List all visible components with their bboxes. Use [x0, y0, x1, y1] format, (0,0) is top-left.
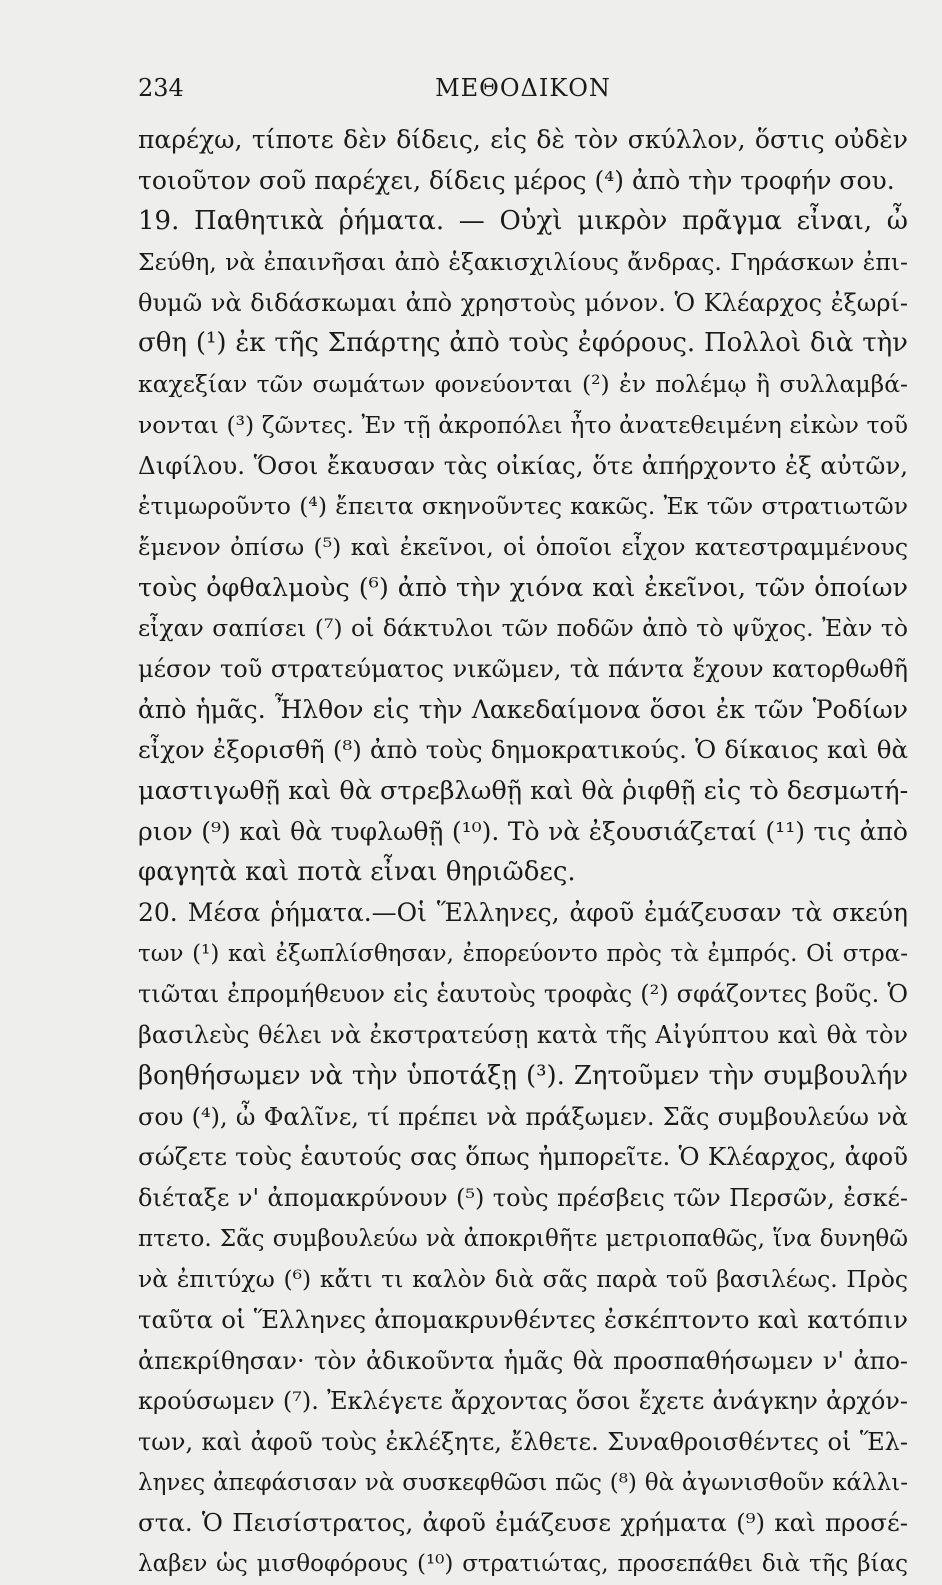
text-line: μέσον τοῦ στρατεύματος νικῶμεν, τὰ πάντα ἔχουν κατορθωθῆ: [138, 654, 908, 683]
text-line: εἶχον ἐξορισθῆ (⁸) ἀπὸ τοὺς δημοκρατικούς. Ὁ δίκαιος καὶ θὰ: [138, 735, 908, 765]
text-line: ἔμενον ὀπίσω (⁵) καὶ ἐκεῖνοι, οἱ ὁποῖοι εἶχον κατεστραμμένους: [138, 532, 908, 561]
text-line: ταῦτα οἱ Ἕλληνες ἀπομακρυνθέντες ἐσκέπτοντο καὶ κατόπιν: [138, 1304, 908, 1334]
text-line: διέταξε ν' ἀπομακρύνουν (⁵) τοὺς πρέσβεις τῶν Περσῶν, ἐσκέ-: [138, 1183, 908, 1212]
text-line: Σεύθη, νὰ ἐπαινῆσαι ἀπὸ ἑξακισχιλίους ἄνδρας. Γηράσκων ἐπι-: [138, 248, 908, 277]
running-title: ΜΕΘΟΔΙΚΟΝ: [435, 74, 611, 102]
text-line: ριον (⁹) καὶ θὰ τυφλωθῇ (¹⁰). Τὸ νὰ ἐξουσιάζεταί (¹¹) τις ἀπὸ: [138, 816, 908, 846]
page-body: [138, 120, 908, 1585]
text-line: Διφίλου. Ὅσοι ἔκαυσαν τὰς οἰκίας, ὅτε ἀπήρχοντο ἐξ αὐτῶν,: [138, 450, 908, 480]
text-line: λαβεν ὡς μισθοφόρους (¹⁰) στρατιώτας, προσεπάθει διὰ τῆς βίας: [138, 1551, 908, 1578]
text-line: νονται (³) ζῶντες. Ἐν τῇ ἀκροπόλει ἦτο ἀνατεθειμένη εἰκὼν τοῦ: [138, 410, 908, 439]
text-line: τιῶται ἐπρομήθευον εἰς ἑαυτοὺς τροφὰς (²) σφάζοντες βοῦς. Ὁ: [138, 980, 908, 1009]
text-line: τοὺς ὀφθαλμοὺς (⁶) ἀπὸ τὴν χιόνα καὶ ἐκεῖνοι, τῶν ὁποίων: [138, 572, 908, 603]
text-line: τοιοῦτον σοῦ παρέχει, δίδεις μέρος (⁴) ἀπὸ τὴν τροφήν σου.: [138, 165, 895, 195]
text-line: νὰ ἐπιτύχω (⁶) κἄτι τι καλὸν διὰ σᾶς παρὰ τοῦ βασιλέως. Πρὸς: [138, 1265, 908, 1294]
text-line: μαστιγωθῇ καὶ θὰ στρεβλωθῇ καὶ θὰ ῥιφθῇ εἰς τὸ δεσμωτή-: [138, 776, 908, 806]
text-line: θυμῶ νὰ διδάσκωμαι ἀπὸ χρηστοὺς μόνον. Ὁ Κλέαρχος ἐξωρί-: [138, 288, 908, 317]
page-number: 234: [138, 74, 184, 102]
text-line: 19. Παθητικὰ ῥήματα. — Οὐχὶ μικρὸν πρᾶγμα εἶναι, ὦ: [138, 206, 908, 237]
text-line: ἀπὸ ἡμᾶς. Ἦλθον εἰς τὴν Λακεδαίμονα ὅσοι ἐκ τῶν Ῥοδίων: [138, 694, 908, 724]
text-line: ληνες ἀπεφάσισαν νὰ συσκεφθῶσι πῶς (⁸) θὰ ἀγωνισθοῦν κάλλι-: [138, 1469, 908, 1496]
text-line: ἀπεκρίθησαν· τὸν ἀδικοῦντα ἡμᾶς θὰ προσπαθήσωμεν ν' ἀπο-: [138, 1346, 908, 1375]
text-line: 20. Μέσα ῥήματα.—Οἱ Ἕλληνες, ἀφοῦ ἐμάζευσαν τὰ σκεύη: [138, 898, 908, 928]
text-line: παρέχω, τίποτε δὲν δίδεις, εἰς δὲ τὸν σκύλλον, ὅστις οὐδὲν: [138, 125, 908, 154]
text-line: σώζετε τοὺς ἑαυτούς σας ὅπως ἠμπορεῖτε. Ὁ Κλέαρχος, ἀφοῦ: [138, 1142, 908, 1172]
text-line: καχεξίαν τῶν σωμάτων φονεύονται (²) ἐν πολέμῳ ἢ συλλαμβά-: [138, 370, 908, 399]
page-header: [138, 68, 908, 112]
text-line: σου (⁴), ὦ Φαλῖνε, τί πρέπει νὰ πράξωμεν. Σᾶς συμβουλεύω νὰ: [138, 1102, 908, 1131]
text-line: στα. Ὁ Πεισίστρατος, ἀφοῦ ἐμάζευσε χρήματα (⁹) καὶ προσέ-: [138, 1508, 908, 1538]
text-line: βοηθήσωμεν νὰ τὴν ὑποτάξῃ (³). Ζητοῦμεν τὴν συμβουλήν: [138, 1060, 908, 1091]
text-line: φαγητὰ καὶ ποτὰ εἶναι θηριῶδες.: [138, 857, 576, 888]
text-line: βασιλεὺς θέλει νὰ ἐκστρατεύσῃ κατὰ τῆς Αἰγύπτου καὶ θὰ τὸν: [138, 1021, 908, 1050]
text-line: σθη (¹) ἐκ τῆς Σπάρτης ἀπὸ τοὺς ἐφόρους. Πολλοὶ διὰ τὴν: [138, 328, 908, 359]
text-line: των (¹) καὶ ἐξωπλίσθησαν, ἐπορεύοντο πρὸς τὰ ἐμπρός. Οἱ στρα-: [138, 940, 908, 967]
text-line: ἐτιμωροῦντο (⁴) ἔπειτα σκηνοῦντες κακῶς. Ἐκ τῶν στρατιωτῶν: [138, 492, 908, 521]
text-line: των, καὶ ἀφοῦ τοὺς ἐκλέξητε, ἔλθετε. Συναθροισθέντες οἱ Ἕλ-: [138, 1428, 908, 1456]
text-line: πτετο. Σᾶς συμβουλεύω νὰ ἀποκριθῆτε μετριοπαθῶς, ἵνα δυνηθῶ: [138, 1225, 908, 1252]
text-line: εἶχαν σαπίσει (⁷) οἱ δάκτυλοι τῶν ποδῶν ἀπὸ τὸ ψῦχος. Ἐὰν τὸ: [138, 614, 908, 643]
text-line: κρούσωμεν (⁷). Ἐκλέγετε ἄρχοντας ὅσοι ἔχετε ἀνάγκην ἀρχόν-: [138, 1387, 908, 1416]
